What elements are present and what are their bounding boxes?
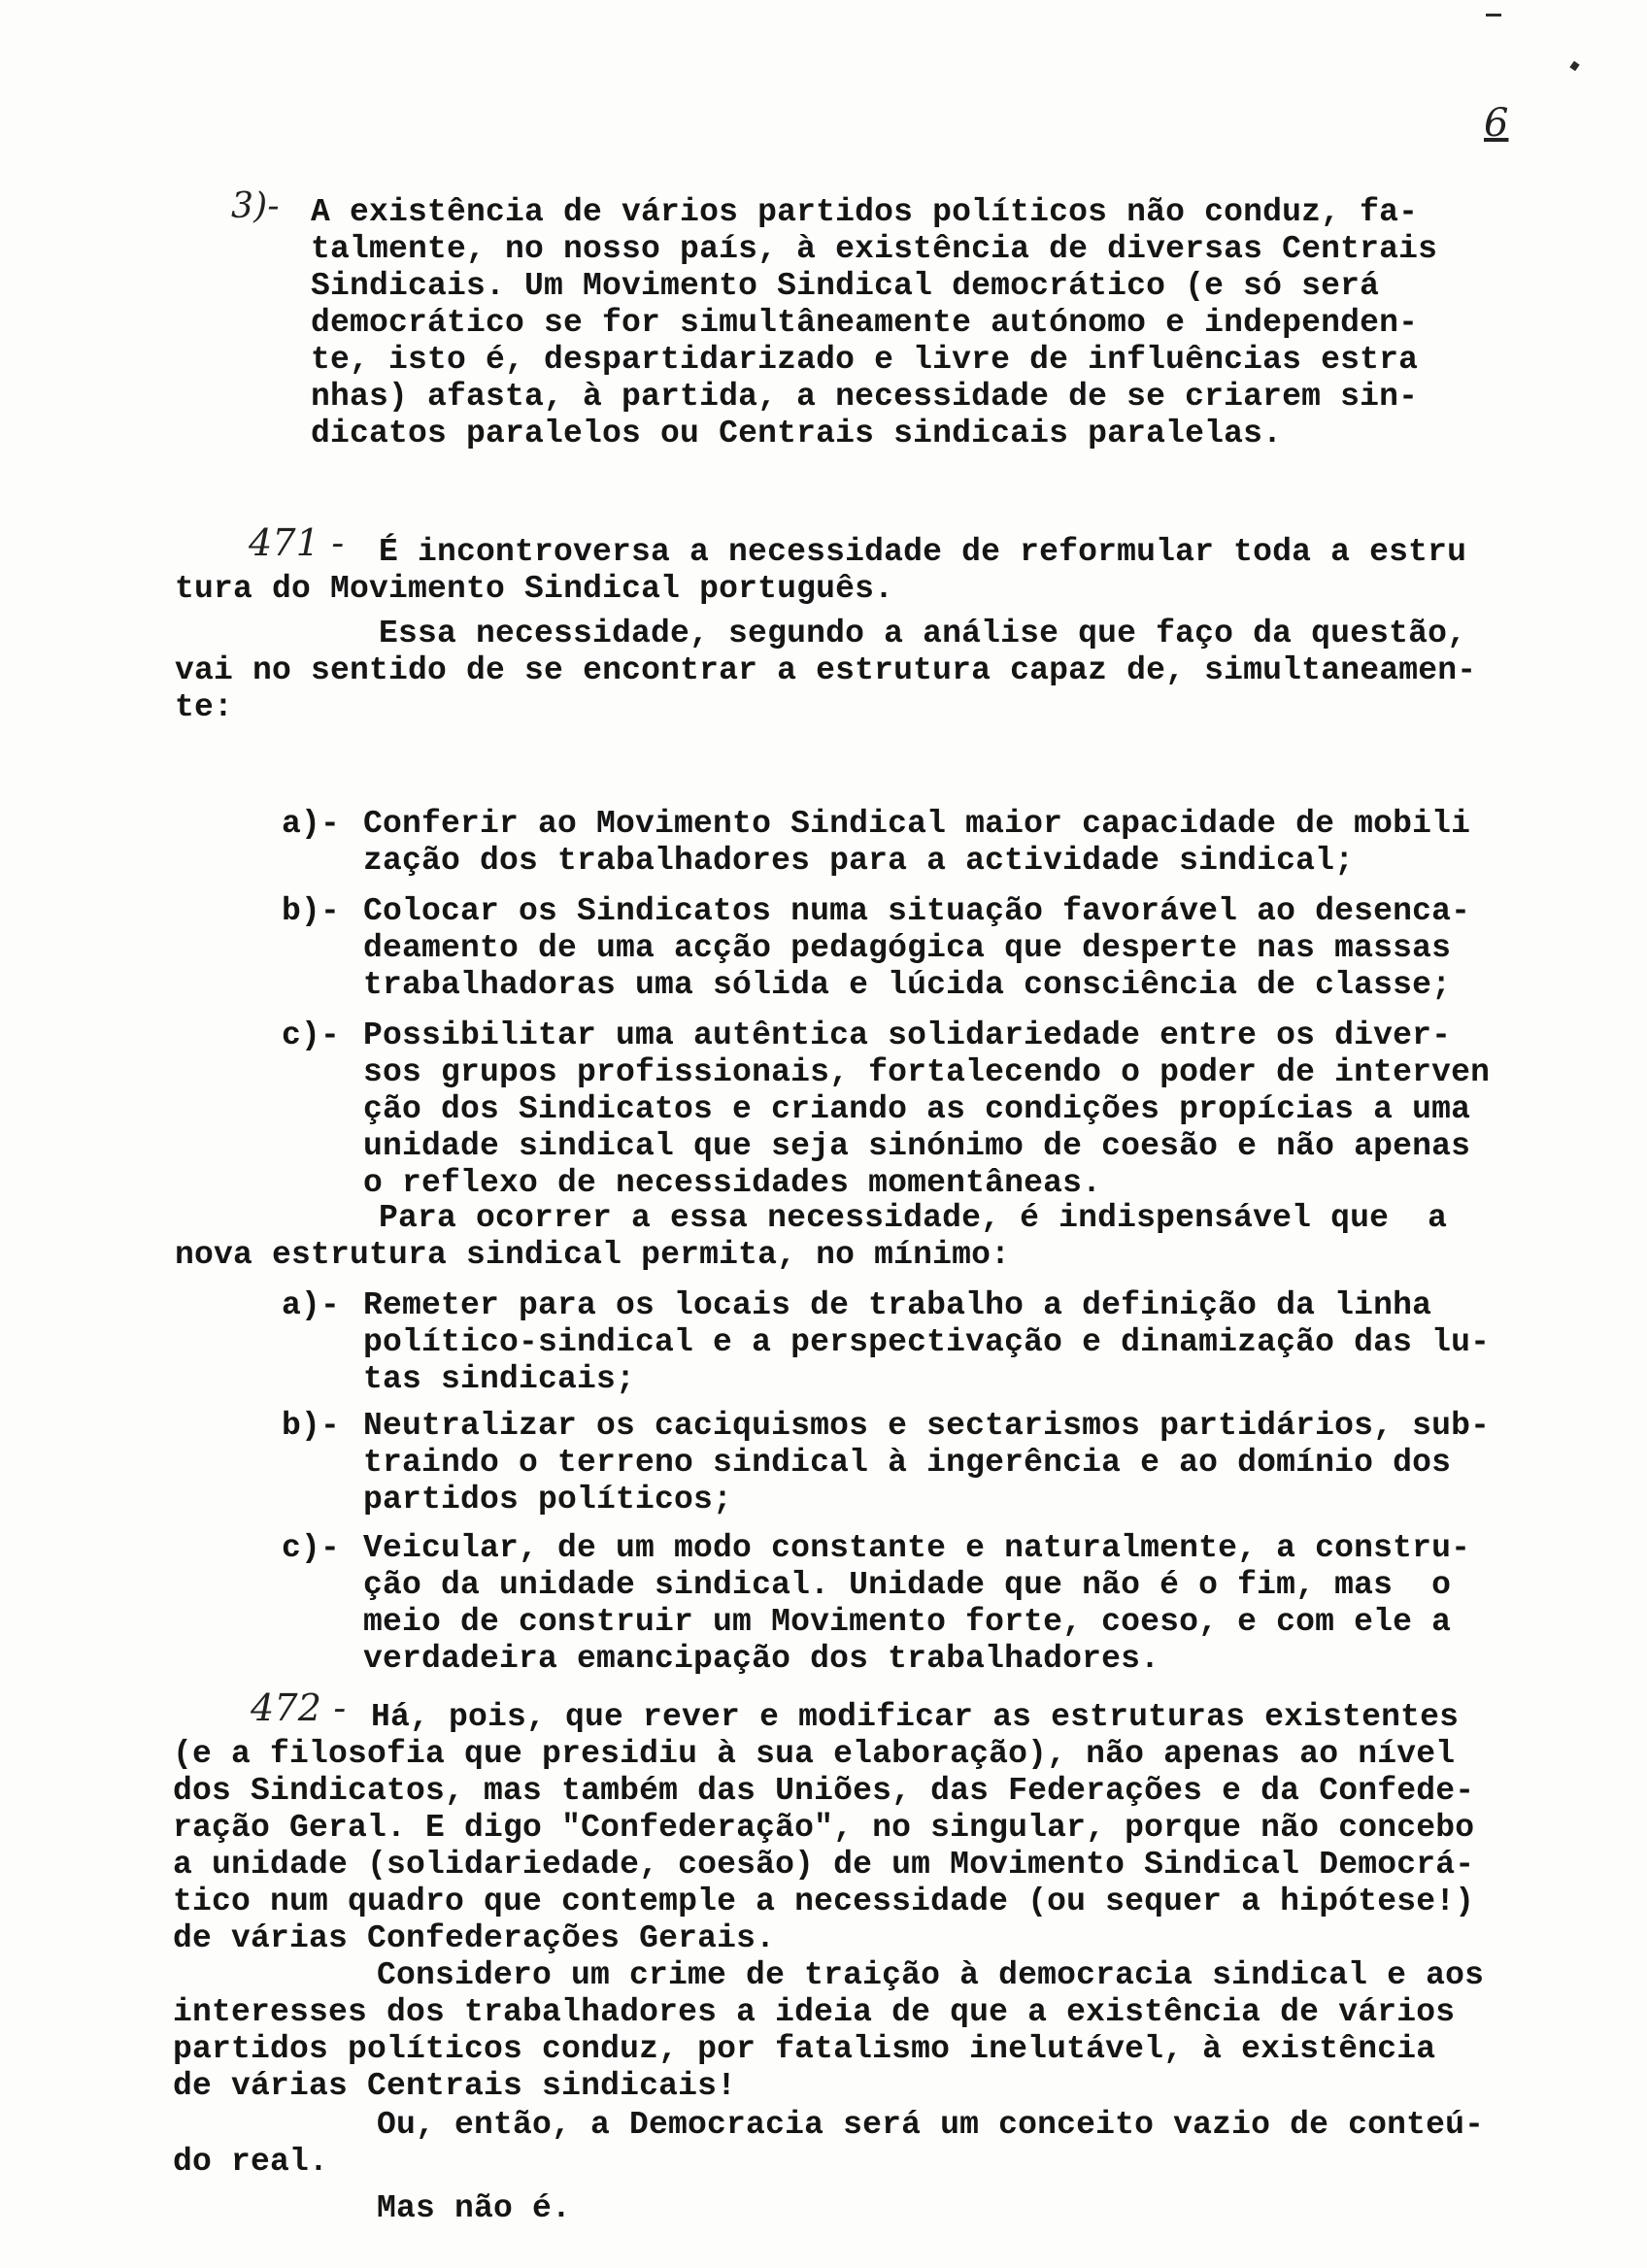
text-line: É incontroversa a necessidade de reformular toda a estru — [379, 534, 1467, 570]
text-line: traindo o terreno sindical à ingerência e ao domínio dos — [363, 1445, 1452, 1481]
paragraph-number-471: 471 - — [249, 521, 345, 564]
scan-speck — [1569, 61, 1579, 72]
text-line: meio de construir um Movimento forte, coeso, e com ele a — [363, 1604, 1452, 1640]
list-item-label: b)- — [282, 1408, 341, 1444]
text-line: Considero um crime de traição à democracia sindical e aos — [377, 1957, 1485, 1993]
text-line: partidos políticos; — [363, 1482, 733, 1518]
text-line: nhas) afasta, à partida, a necessidade de se criarem sin- — [311, 379, 1419, 415]
text-line: dicatos paralelos ou Centrais sindicais paralelas. — [311, 416, 1283, 451]
list-item-label: a)- — [282, 806, 341, 842]
text-line: Veicular, de um modo constante e naturalmente, a constru- — [363, 1530, 1471, 1566]
text-line: ração Geral. E digo "Confederação", no singular, porque não concebo — [173, 1810, 1475, 1846]
text-line: Possibilitar uma autêntica solidariedade entre os diver- — [363, 1017, 1452, 1053]
text-line: zação dos trabalhadores para a actividade sindical; — [363, 843, 1355, 879]
list-item-label: c)- — [282, 1017, 341, 1053]
paragraph-471 — [175, 521, 1554, 726]
text-line: democrático se for simultâneamente autónomo e independen- — [311, 305, 1419, 341]
text-line: A existência de vários partidos políticos não conduz, fa- — [311, 194, 1419, 230]
text-line: partidos políticos conduz, por fatalismo inelutável, à existência — [173, 2031, 1436, 2067]
text-line: (e a filosofia que presidiu à sua elaboração), não apenas ao nível — [173, 1736, 1456, 1772]
text-line: ção dos Sindicatos e criando as condições propícias a uma — [363, 1091, 1471, 1127]
text-line: te, isto é, despartidarizado e livre de influências estra — [311, 342, 1419, 378]
text-line: interesses dos trabalhadores a ideia de que a existência de vários — [173, 1994, 1456, 2030]
text-line: tura do Movimento Sindical português. — [175, 571, 894, 607]
paragraph-para-ocorrer — [175, 1200, 1573, 1274]
text-line: Para ocorrer a essa necessidade, é indispensável que a — [379, 1200, 1448, 1236]
text-line: talmente, no nosso país, à existência de diversas Centrais — [311, 231, 1438, 267]
list-item — [282, 1408, 1583, 1524]
text-line: tico num quadro que contemple a necessidade (ou sequer a hipótese!) — [173, 1884, 1475, 1919]
text-line: Essa necessidade, segundo a análise que faço da questão, — [379, 616, 1467, 651]
text-line: Conferir ao Movimento Sindical maior capacidade de mobili — [363, 806, 1471, 842]
text-line: Colocar os Sindicatos numa situação favorável ao desenca- — [363, 893, 1471, 929]
list-item-label: c)- — [282, 1530, 341, 1566]
text-line: unidade sindical que seja sinónimo de coesão e não apenas — [363, 1128, 1471, 1164]
text-line: dos Sindicatos, mas também das Uniões, das Federações e da Confede- — [173, 1773, 1475, 1809]
point-3-label: 3)- — [231, 186, 280, 226]
paragraph-considero — [173, 1957, 1581, 2105]
text-line: te: — [175, 689, 234, 725]
text-line: deamento de uma acção pedagógica que desperte nas massas — [363, 930, 1452, 966]
text-line: Sindicais. Um Movimento Sindical democrático (e só será — [311, 268, 1380, 304]
page-number: 6 — [1484, 101, 1509, 146]
text-line: verdadeira emancipação dos trabalhadores. — [363, 1641, 1160, 1677]
paragraph-mas-nao — [377, 2190, 571, 2227]
list-item-label: a)- — [282, 1287, 341, 1323]
text-line: de várias Centrais sindicais! — [173, 2068, 737, 2104]
paragraph-number-472: 472 - — [251, 1686, 347, 1729]
text-line: Mas não é. — [377, 2190, 572, 2226]
paragraph-472 — [173, 1686, 1581, 1957]
paragraph-ou-entao — [173, 2107, 1581, 2181]
text-line: do real. — [173, 2144, 329, 2180]
text-line: trabalhadoras uma sólida e lúcida consciência de classe; — [363, 967, 1452, 1003]
text-line: Remeter para os locais de trabalho a definição da linha — [363, 1287, 1432, 1323]
scan-speck — [1486, 14, 1501, 17]
text-line: Neutralizar os caciquismos e sectarismos partidários, sub- — [363, 1408, 1491, 1444]
text-line: Ou, então, a Democracia será um conceito vazio de conteú- — [377, 2107, 1485, 2143]
text-line: nova estrutura sindical permita, no mínimo: — [175, 1237, 1011, 1273]
text-line: sos grupos profissionais, fortalecendo o poder de interven — [363, 1054, 1491, 1090]
list-item-label: b)- — [282, 893, 341, 929]
text-line: o reflexo de necessidades momentâneas. — [363, 1165, 1102, 1201]
text-line: ção da unidade sindical. Unidade que não é o fim, mas o — [363, 1567, 1452, 1603]
list-item — [282, 806, 1583, 884]
list-item — [282, 1530, 1583, 1685]
list-item — [282, 1287, 1583, 1404]
text-line: a unidade (solidariedade, coesão) de um Movimento Sindical Democrá- — [173, 1847, 1475, 1883]
text-line: Há, pois, que rever e modificar as estruturas existentes — [371, 1699, 1460, 1735]
text-line: político-sindical e a perspectivação e dinamização das lu- — [363, 1324, 1491, 1360]
list-item — [282, 1017, 1583, 1212]
text-line: vai no sentido de se encontrar a estrutura capaz de, simultaneamen- — [175, 652, 1477, 688]
text-line: tas sindicais; — [363, 1361, 636, 1397]
list-item — [282, 893, 1583, 1010]
text-line: de várias Confederações Gerais. — [173, 1920, 776, 1956]
